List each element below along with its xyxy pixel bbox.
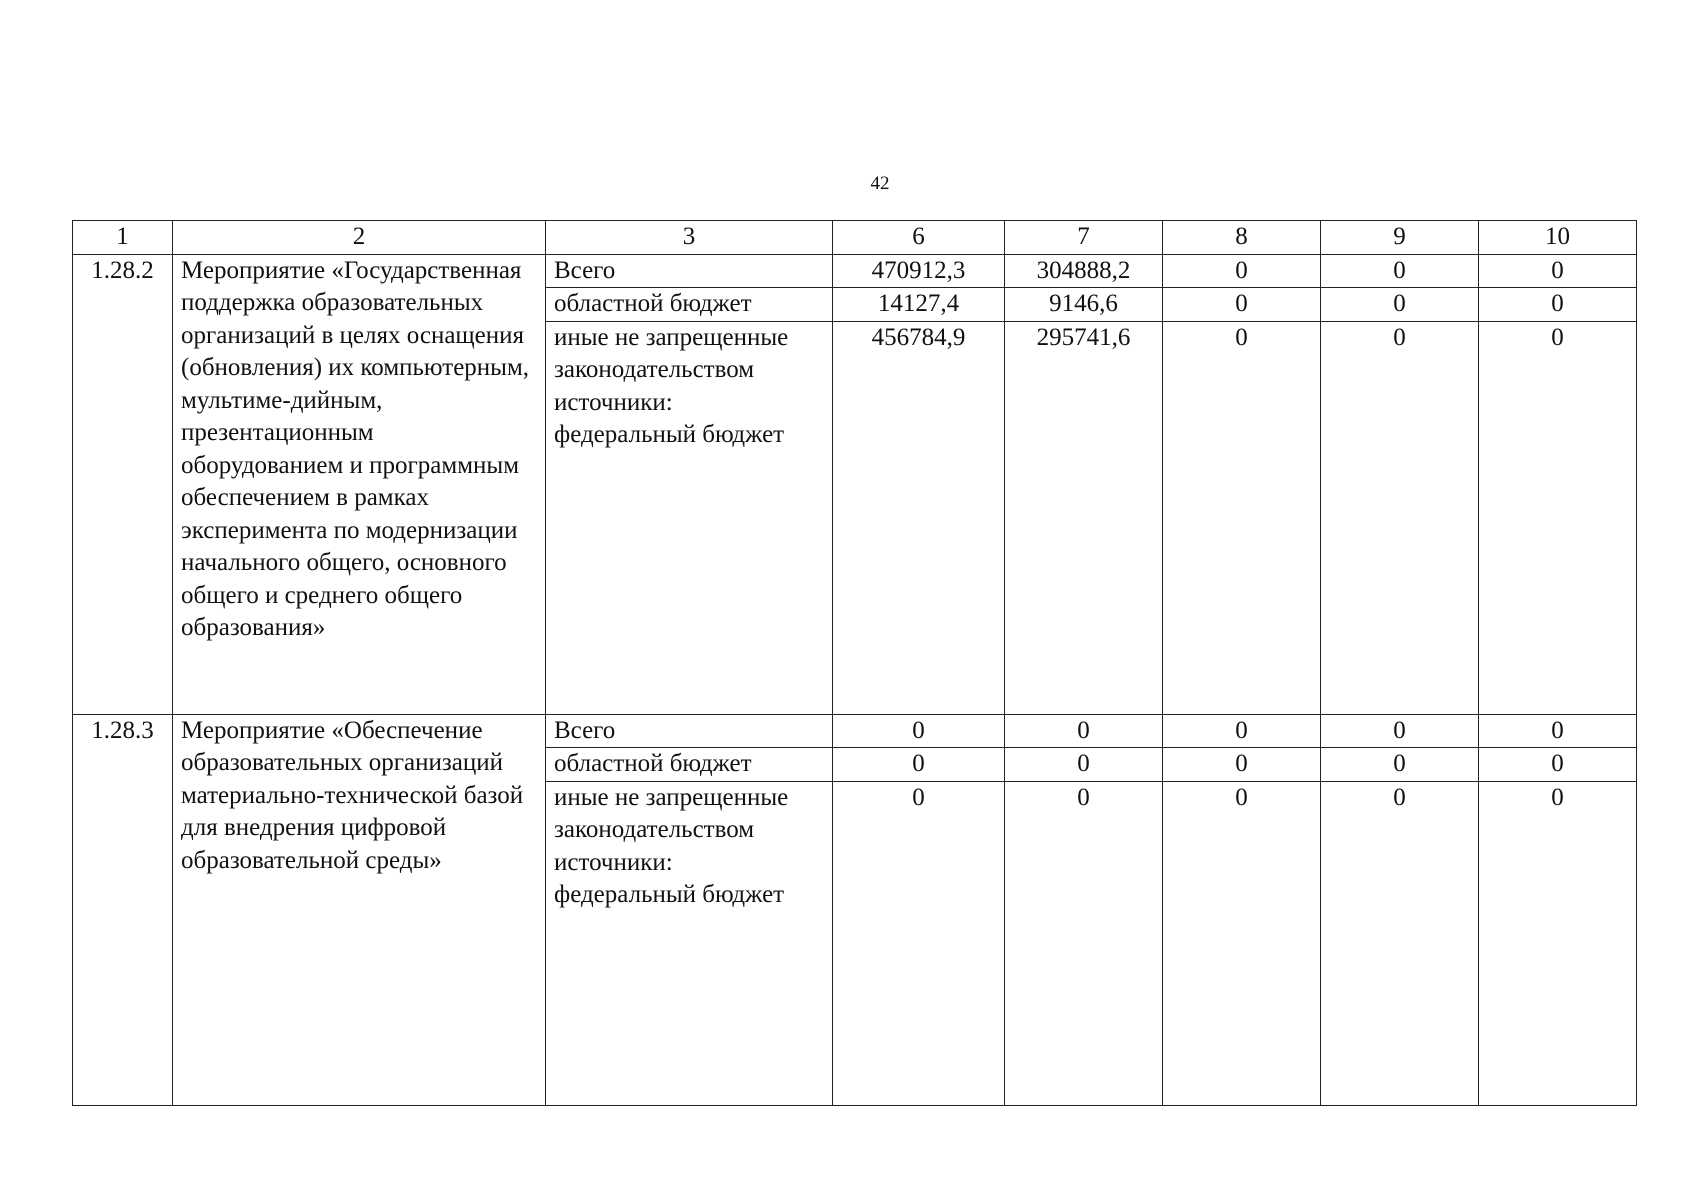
- value-cell: 0: [1163, 781, 1321, 1105]
- page-number: 42: [870, 173, 890, 194]
- value-cell: 0: [1479, 254, 1637, 288]
- column-header: 7: [1005, 221, 1163, 255]
- value-cell: 14127,4: [833, 288, 1005, 322]
- value-cell: 0: [1479, 714, 1637, 748]
- source-label: областной бюджет: [546, 748, 833, 782]
- value-cell: 0: [1163, 254, 1321, 288]
- value-cell: 470912,3: [833, 254, 1005, 288]
- source-sublabel: федеральный бюджет: [554, 881, 785, 908]
- value-cell: 0: [1479, 781, 1637, 1105]
- source-label: областной бюджет: [546, 288, 833, 322]
- column-header: 1: [73, 221, 173, 255]
- value-cell: 0: [1321, 254, 1479, 288]
- source-label-text: иные не запрещенные законодательством источники:: [554, 323, 789, 416]
- value-cell: 0: [1163, 714, 1321, 748]
- value-cell: 0: [1479, 321, 1637, 714]
- source-label: [546, 321, 833, 714]
- row-id: 1.28.3: [73, 714, 173, 1105]
- value-cell: 0: [1163, 288, 1321, 322]
- source-sublabel: федеральный бюджет: [554, 421, 785, 448]
- value-cell: 0: [1321, 748, 1479, 782]
- value-cell: 295741,6: [1005, 321, 1163, 714]
- source-label: Всего: [546, 714, 833, 748]
- table-header-row: [73, 221, 1637, 255]
- value-cell: 0: [1321, 781, 1479, 1105]
- value-cell: 0: [833, 714, 1005, 748]
- value-cell: 0: [1479, 288, 1637, 322]
- column-header: 2: [173, 221, 546, 255]
- column-header: 8: [1163, 221, 1321, 255]
- value-cell: 0: [1321, 288, 1479, 322]
- table-row: [73, 714, 1637, 748]
- value-cell: 0: [1479, 748, 1637, 782]
- column-header: 3: [546, 221, 833, 255]
- value-cell: 0: [1321, 321, 1479, 714]
- value-cell: 0: [833, 781, 1005, 1105]
- value-cell: 304888,2: [1005, 254, 1163, 288]
- source-label: [546, 781, 833, 1105]
- row-name: Мероприятие «Государственная поддержка образовательных организаций в целях оснащения (обновления) их компьютерным, мультиме-дийным, презентационным оборудованием и программным обеспечением в рамках эксперимента по модернизации начального общего, основного общего и среднего общего образования»: [173, 254, 546, 714]
- value-cell: 0: [1005, 748, 1163, 782]
- source-label: Всего: [546, 254, 833, 288]
- value-cell: 0: [1321, 714, 1479, 748]
- budget-table: [72, 220, 1637, 1106]
- table-row: [73, 254, 1637, 288]
- value-cell: 0: [1163, 748, 1321, 782]
- source-label-text: иные не запрещенные законодательством источники:: [554, 783, 789, 876]
- value-cell: 0: [833, 748, 1005, 782]
- column-header: 10: [1479, 221, 1637, 255]
- value-cell: 0: [1005, 781, 1163, 1105]
- column-header: 6: [833, 221, 1005, 255]
- value-cell: 0: [1163, 321, 1321, 714]
- row-name: Мероприятие «Обеспечение образовательных организаций материально-технической базой для внедрения цифровой образовательной среды»: [173, 714, 546, 1105]
- value-cell: 9146,6: [1005, 288, 1163, 322]
- column-header: 9: [1321, 221, 1479, 255]
- value-cell: 456784,9: [833, 321, 1005, 714]
- value-cell: 0: [1005, 714, 1163, 748]
- row-id: 1.28.2: [73, 254, 173, 714]
